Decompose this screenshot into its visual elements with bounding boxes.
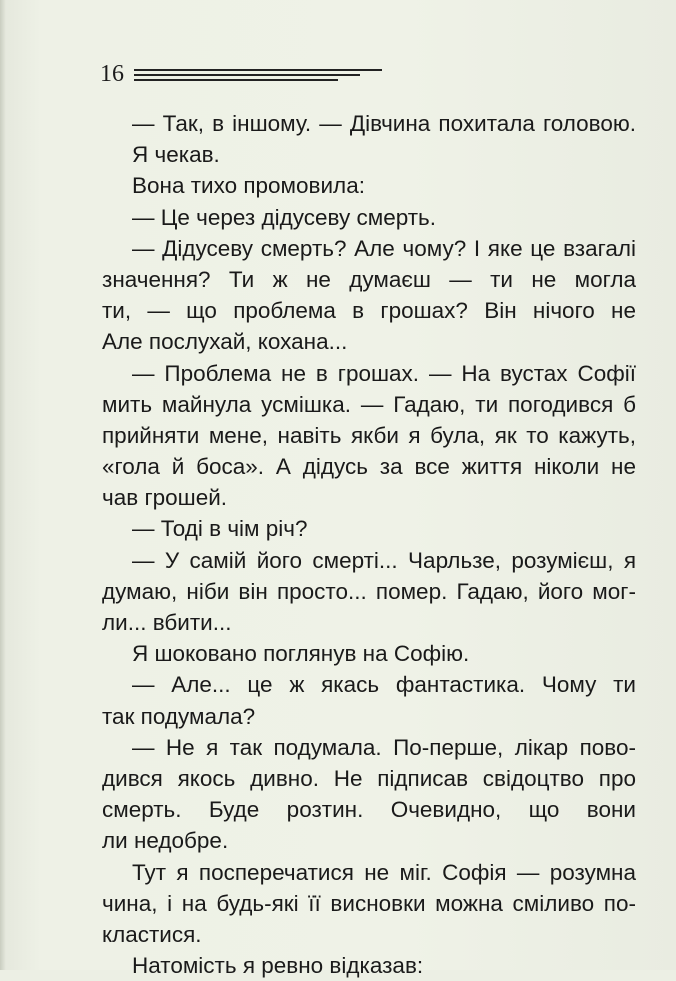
text-line: прийняти мене, навіть якби я була, як то кажуть, <box>102 422 636 448</box>
text-line: — Не я так подумала. По-перше, лікар пово- <box>132 734 636 760</box>
text-line: «гола й боса». А дідусь за все життя ніколи не <box>102 454 636 480</box>
text-line: — Але... це ж якась фантастика. Чому ти <box>132 672 636 698</box>
text-line: Але послухай, кохана... <box>102 329 348 355</box>
header-rule-line <box>134 74 360 76</box>
text-line: чина, і на будь-які її висновки можна сміливо по- <box>102 890 636 916</box>
header-rule-line <box>134 79 338 81</box>
text-line: ти, — що проблема в грошах? Він нічого не <box>102 298 636 324</box>
text-line: Я шоковано поглянув на Софію. <box>132 641 470 667</box>
text-line: Тут я посперечатися не міг. Софія — розумна <box>132 859 636 885</box>
text-line: Натомість я ревно відказав: <box>132 953 424 979</box>
text-line: смерть. Буде розтин. Очевидно, що вони <box>102 797 636 823</box>
text-line: думаю, ніби він просто... помер. Гадаю, його мог- <box>102 578 636 604</box>
page-left-edge <box>0 0 6 970</box>
header-rule-line <box>134 69 382 71</box>
page-number: 16 <box>100 61 124 87</box>
text-line: — Тоді в чім річ? <box>132 516 308 542</box>
text-line: чав грошей. <box>102 485 228 511</box>
text-line: Я чекав. <box>132 142 220 168</box>
text-line: ли... вбити... <box>102 610 232 635</box>
text-line: мить майнула усмішка. — Гадаю, ти погодився б <box>102 391 636 417</box>
page-header <box>100 58 390 88</box>
text-line: Вона тихо промовила: <box>132 173 365 199</box>
text-line: ли недобре. <box>102 828 229 854</box>
text-line: — Це через дідусеву смерть. <box>132 204 437 230</box>
text-line: значення? Ти ж не думаєш — ти не могла <box>102 266 636 292</box>
text-line: кластися. <box>102 921 202 947</box>
text-line: — Проблема не в грошах. — На вустах Софії <box>132 360 636 386</box>
text-line: — У самій його смерті... Чарльзе, розумієш, я <box>132 547 636 573</box>
text-line: так подумала? <box>102 703 256 729</box>
body-text <box>102 108 636 981</box>
text-line: — Так, в іншому. — Дівчина похитала головою. <box>132 111 636 136</box>
text-line: дився якось дивно. Не підписав свідоцтво про <box>102 765 636 791</box>
text-line: — Дідусеву смерть? Але чому? І яке це взагалі <box>132 235 636 261</box>
